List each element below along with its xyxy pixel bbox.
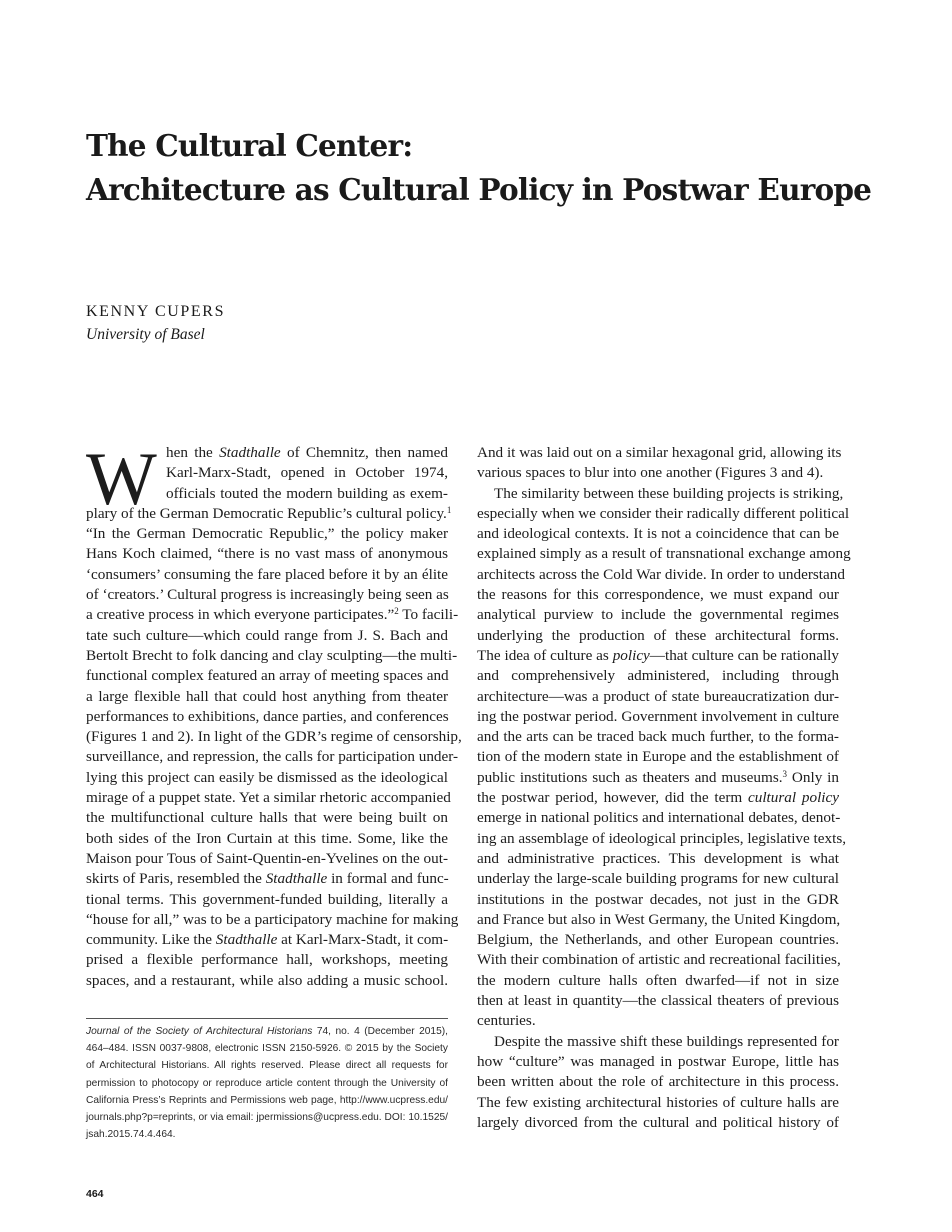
text-line: officials touted the modern building as exem- — [166, 484, 448, 502]
paragraph-3 — [477, 1032, 839, 1133]
text-line: spaces, and a restaurant, while also adding a music school. — [86, 971, 448, 989]
text-line: surveillance, and repression, the calls for participation under- — [86, 748, 459, 766]
text-line: performances to exhibitions, dance parties, and conferences — [86, 707, 449, 725]
text-line: Belgium, the Netherlands, and other European countries. — [477, 931, 839, 949]
footnote-divider — [86, 1018, 448, 1019]
article-title — [86, 124, 906, 212]
text-line: been written about the role of architecture in this process. — [477, 1073, 839, 1091]
text-line: functional complex featured an array of meeting spaces and — [86, 667, 449, 685]
paragraph-1 — [86, 438, 462, 991]
text-line: public institutions such as theaters and museums.$^3$ Only in — [477, 768, 839, 786]
footnote-line: California Press’s Reprints and Permissions web page, http://www.ucpress.edu/ — [86, 1094, 448, 1106]
text-line: Bertolt Brecht to folk dancing and clay sculpting—the multi- — [86, 646, 458, 664]
text-line: And it was laid out on a similar hexagonal grid, allowing its — [477, 444, 842, 461]
title-line-1: The Cultural Center: — [86, 128, 413, 163]
text-line: and France but also in West Germany, the United Kingdom, — [477, 910, 841, 928]
paragraph-2 — [477, 484, 851, 1032]
footnote-line: 464–484. ISSN 0037-9808, electronic ISSN 2150-5926. © 2015 by the Society — [86, 1043, 448, 1055]
text-line: the postwar period, however, did the term cultural policy — [477, 789, 839, 807]
text-line: architects across the Cold War divide. In order to understand — [477, 565, 845, 583]
text-line: then at least in quantity—the classical theaters of previous — [477, 992, 839, 1010]
text-line: various spaces to blur into one another (Figures 3 and 4). — [477, 464, 824, 482]
text-line: how “culture” was managed in postwar Europe, little has — [477, 1052, 839, 1070]
text-line: emerge in national politics and international debates, denot- — [477, 809, 841, 827]
text-line: lying this project can easily be dismissed as the ideological — [86, 768, 448, 786]
text-line: The few existing architectural histories of culture halls are — [477, 1093, 839, 1111]
text-line: Maison pour Tous of Saint-Quentin-en-Yvelines on the out- — [86, 849, 448, 867]
text-line: prised a flexible performance hall, workshops, meeting — [86, 951, 448, 969]
text-line: explained simply as a result of transnational exchange among — [477, 545, 851, 563]
footnote-line: of Architectural Historians. All rights reserved. Please direct all requests for — [86, 1060, 448, 1072]
title-line-2: Architecture as Cultural Policy in Postwar Europe — [86, 172, 872, 207]
left-column — [86, 438, 462, 991]
text-line: both sides of the Iron Curtain at this time. Some, like the — [86, 829, 448, 847]
text-line: a large flexible hall that could host anything from theater — [86, 687, 448, 705]
text-line: (Figures 1 and 2). In light of the GDR’s regime of censorship, — [86, 728, 462, 746]
author-name: KENNY CUPERS — [86, 303, 226, 320]
text-line: analytical purview to include the governmental regimes — [477, 606, 839, 624]
text-line: tate such culture—which could range from J. S. Bach and — [86, 626, 448, 644]
footnote-line: journals.php?p=reprints, or via email: jpermissions@ucpress.edu. DOI: 10.1525/ — [86, 1111, 448, 1123]
right-column — [477, 443, 851, 1133]
footnote-line: permission to photocopy or reproduce article content through the University of — [86, 1077, 448, 1089]
text-line: hen the Stadthalle of Chemnitz, then named — [166, 444, 448, 461]
citation-footnote — [86, 1023, 448, 1143]
text-line: the reasons for this correspondence, we must expand our — [477, 586, 839, 604]
footnote-line: jsah.2015.74.4.464. — [86, 1129, 176, 1141]
text-line: skirts of Paris, resembled the Stadthalle in formal and func- — [86, 870, 449, 888]
text-line: the modern culture halls often dwarfed—if not in size — [477, 971, 839, 989]
footnote-line: Journal of the Society of Architectural Historians 74, no. 4 (December 2015), — [86, 1026, 448, 1037]
text-line: and the arts can be traced back much further, to the forma- — [477, 728, 839, 746]
text-line: and comprehensively administered, including through — [477, 667, 839, 685]
text-line: mirage of a puppet state. Yet a similar rhetoric accompanied — [86, 789, 451, 807]
text-line: and ideological contexts. It is not a coincidence that can be — [477, 525, 839, 543]
page-number: 464 — [86, 1188, 104, 1200]
text-line: Despite the massive shift these buildings represented for — [494, 1032, 839, 1050]
text-line: Hans Koch claimed, “there is no vast mass of anonymous — [86, 545, 448, 563]
text-line: underlay the large-scale building programs for new cultural — [477, 870, 839, 888]
text-line: especially when we consider their radically different political — [477, 504, 850, 522]
text-line: The idea of culture as policy—that culture can be rationally — [477, 646, 839, 664]
text-line: ing an assemblage of ideological principles, legislative texts, — [477, 829, 847, 847]
drop-cap: W — [86, 438, 157, 521]
text-line: underlying the production of these architectural forms. — [477, 626, 839, 644]
text-line: ‘consumers’ consuming the fare placed before it by an élite — [86, 565, 448, 583]
text-line: architecture—was a product of state bureaucratization dur- — [477, 687, 839, 705]
text-line: The similarity between these building projects is striking, — [494, 484, 844, 502]
text-line: and administrative practices. This development is what — [477, 849, 839, 867]
text-line: institutions in the postwar decades, not just in the GDR — [477, 890, 839, 908]
text-line: tional terms. This government-funded building, literally a — [86, 890, 448, 908]
text-line: of ‘creators.’ Cultural progress is increasingly being seen as — [86, 586, 449, 604]
text-line: “In the German Democratic Republic,” the policy maker — [86, 525, 448, 543]
text-line: the multifunctional culture halls that were being built on — [86, 809, 448, 827]
author-affiliation: University of Basel — [86, 326, 205, 343]
text-line: With their combination of artistic and recreational facilities, — [477, 951, 841, 969]
text-line: centuries. — [477, 1012, 536, 1030]
text-line: Karl-Marx-Stadt, opened in October 1974, — [166, 464, 448, 482]
text-line: largely divorced from the cultural and political history of — [477, 1113, 839, 1131]
text-line: a creative process in which everyone participates.”$^2$ To facili- — [86, 606, 459, 624]
text-line: community. Like the Stadthalle at Karl-Marx-Stadt, it com- — [86, 931, 449, 949]
text-line: “house for all,” was to be a participatory machine for making — [86, 910, 459, 928]
text-line: tion of the modern state in Europe and the establishment of — [477, 748, 839, 766]
paragraph-1-continued — [477, 443, 842, 484]
text-line: ing the postwar period. Government involvement in culture — [477, 707, 839, 725]
text-line: plary of the German Democratic Republic’s cultural policy.$^1$ — [86, 504, 452, 522]
